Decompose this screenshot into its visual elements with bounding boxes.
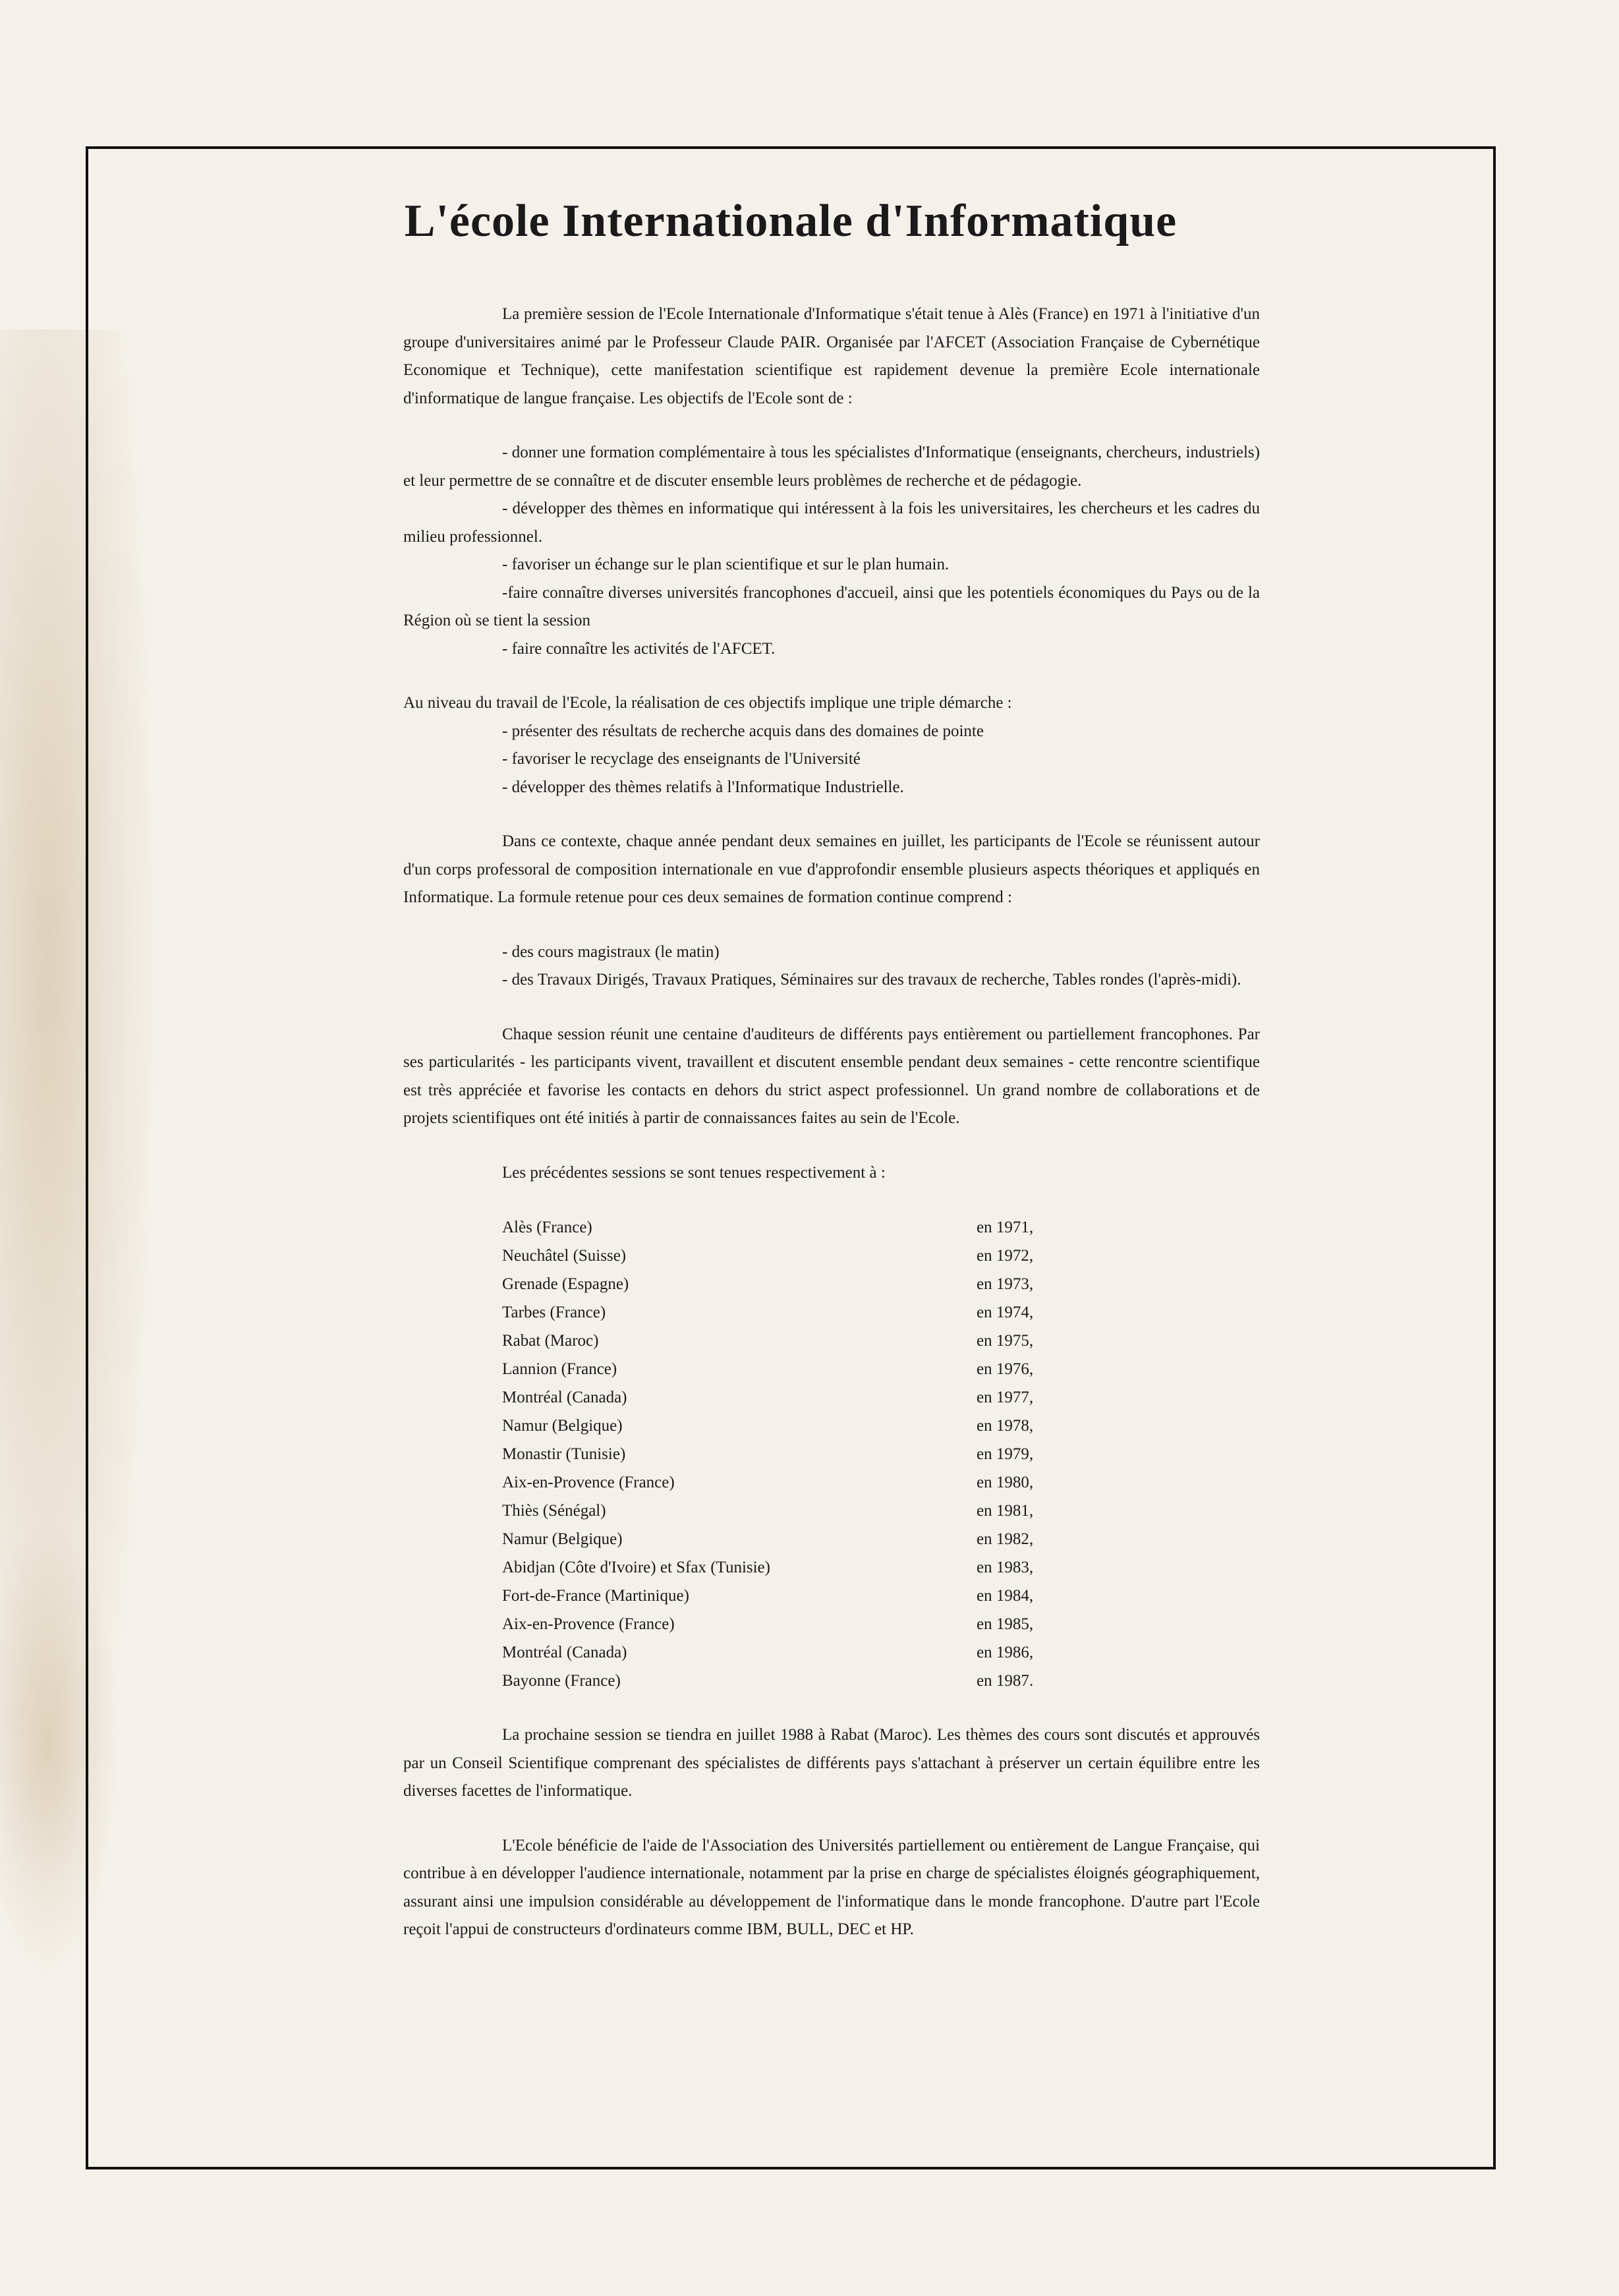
formula-item: - des Travaux Dirigés, Travaux Pratiques, Séminaires sur des travaux de recherche, Tables rondes (l'après-midi). — [502, 971, 1241, 989]
list-item — [403, 1355, 1260, 1383]
list-item — [403, 1553, 1260, 1582]
list-item — [403, 1242, 1260, 1270]
spacer — [403, 413, 1260, 439]
session-place: Abidjan (Côte d'Ivoire) et Sfax (Tunisie) — [502, 1559, 770, 1576]
list-item — [403, 1327, 1260, 1355]
sessions-intro: Les précédentes sessions se sont tenues respectivement à : — [502, 1163, 886, 1182]
support-paragraph: L'Ecole bénéficie de l'aide de l'Association des Universités partiellement ou entièrement de Langue Française, qui contribue à en développer l'audience internationale, notamment par la prise en charge de spécialistes éloignés géographiquement, assurant ainsi une impulsion considérable au développement de l'informatique dans le monde francophone. D'autre part l'Ecole reçoit l'appui de constructeurs d'ordinateurs comme IBM, BULL, DEC et HP. — [403, 1836, 1260, 1938]
session-place: Montréal (Canada) — [502, 1389, 627, 1406]
session-place: Aix-en-Provence (France) — [502, 1615, 675, 1633]
session-place: Rabat (Maroc) — [502, 1332, 599, 1350]
objective-item: - faire connaître les activités de l'AFCET. — [502, 639, 776, 658]
session-place: Fort-de-France (Martinique) — [502, 1587, 689, 1605]
session-year: en 1977, — [977, 1389, 1034, 1406]
session-year: en 1980, — [977, 1474, 1034, 1491]
list-item — [403, 1497, 1260, 1525]
approach-intro: Au niveau du travail de l'Ecole, la réalisation de ces objectifs implique une triple démarche : — [403, 694, 1012, 712]
session-year: en 1984, — [977, 1587, 1034, 1605]
document-frame — [86, 146, 1496, 2169]
session-year: en 1972, — [977, 1247, 1034, 1265]
session-year: en 1971, — [977, 1219, 1034, 1236]
list-item — [403, 1298, 1260, 1327]
session-place: Thiès (Sénégal) — [502, 1502, 606, 1520]
objective-item: - donner une formation complémentaire à tous les spécialistes d'Informatique (enseignants, chercheurs, industriels) et leur permettre de se connaître et de discuter ensemble leurs problèmes de recherche et de pédagogie. — [403, 444, 1260, 490]
session-place: Alès (France) — [502, 1219, 592, 1236]
session-year: en 1975, — [977, 1332, 1034, 1350]
spacer — [403, 1187, 1260, 1213]
objective-item: -faire connaître diverses universités francophones d'accueil, ainsi que les potentiels économiques du Pays ou de la Région où se tient la session — [403, 583, 1260, 629]
session-year: en 1982, — [977, 1530, 1034, 1548]
document-body — [403, 301, 1260, 1944]
session-place: Bayonne (France) — [502, 1672, 621, 1690]
session-year: en 1976, — [977, 1360, 1034, 1378]
audience-paragraph: Chaque session réunit une centaine d'auditeurs de différents pays entièrement ou partiellement francophones. Par ses particularités - les participants vivent, travaillent et discutent ensemble pendant deux semaines - cette rencontre scientifique est très appréciée et favorise les contacts en dehors du strict aspect professionnel. Un grand nombre de collaborations et de projets scientifiques ont été initiés à partir de connaissances faites au sein de l'Ecole. — [403, 1025, 1260, 1127]
list-item — [403, 1270, 1260, 1298]
objective-item: - développer des thèmes en informatique qui intéressent à la fois les universitaires, les chercheurs et les cadres du milieu professionnel. — [403, 500, 1260, 546]
list-item — [403, 1667, 1260, 1695]
list-item — [403, 1440, 1260, 1468]
list-item — [403, 1213, 1260, 1242]
spacer — [403, 994, 1260, 1021]
session-place: Lannion (France) — [502, 1360, 617, 1378]
session-year: en 1987. — [977, 1672, 1034, 1690]
session-year: en 1973, — [977, 1275, 1034, 1293]
session-place: Montréal (Canada) — [502, 1644, 627, 1661]
list-item — [403, 1582, 1260, 1610]
list-item — [403, 1412, 1260, 1440]
list-item — [403, 1610, 1260, 1638]
spacer — [403, 1695, 1260, 1721]
spacer — [403, 663, 1260, 689]
spacer — [403, 1133, 1260, 1159]
approach-item: - favoriser le recyclage des enseignants de l'Université — [502, 750, 861, 768]
list-item — [403, 1525, 1260, 1553]
list-item — [403, 1383, 1260, 1412]
spacer — [403, 1806, 1260, 1832]
objective-item: - favoriser un échange sur le plan scientifique et sur le plan humain. — [502, 556, 950, 573]
session-year: en 1981, — [977, 1502, 1034, 1520]
session-year: en 1974, — [977, 1304, 1034, 1321]
list-item — [403, 1468, 1260, 1497]
session-year: en 1979, — [977, 1445, 1034, 1463]
context-paragraph: Dans ce contexte, chaque année pendant deux semaines en juillet, les participants de l'Ecole se réunissent autour d'un corps professoral de composition internationale en vue d'approfondir ensemble plusieurs aspects théoriques et appliqués en Informatique. La formule retenue pour ces deux semaines de formation continue comprend : — [403, 832, 1260, 906]
session-place: Tarbes (France) — [502, 1304, 606, 1321]
session-place: Namur (Belgique) — [502, 1417, 623, 1435]
next-session-paragraph: La prochaine session se tiendra en juillet 1988 à Rabat (Maroc). Les thèmes des cours sont discutés et approuvés par un Conseil Scientifique comprenant des spécialistes de différents pays s'attachant à préserver un certain équilibre entre les diverses facettes de l'informatique. — [403, 1726, 1260, 1800]
sessions-list — [403, 1213, 1260, 1695]
session-year: en 1978, — [977, 1417, 1034, 1435]
session-place: Monastir (Tunisie) — [502, 1445, 626, 1463]
session-place: Aix-en-Provence (France) — [502, 1474, 675, 1491]
intro-paragraph: La première session de l'Ecole Internationale d'Informatique s'était tenue à Alès (France) en 1971 à l'initiative d'un groupe d'universitaires animé par le Professeur Claude PAIR. Organisée par l'AFCET (Association Française de Cybernétique Economique et Technique), cette manifestation scientifique est rapidement devenue la première Ecole internationale d'informatique de langue française. Les objectifs de l'Ecole sont de : — [403, 305, 1260, 407]
spacer — [403, 801, 1260, 828]
session-year: en 1985, — [977, 1615, 1034, 1633]
spacer — [403, 912, 1260, 938]
session-year: en 1983, — [977, 1559, 1034, 1576]
session-year: en 1986, — [977, 1644, 1034, 1661]
list-item — [403, 1638, 1260, 1667]
page-title: L'école Internationale d'Informatique — [404, 196, 1178, 246]
session-place: Namur (Belgique) — [502, 1530, 623, 1548]
approach-item: - présenter des résultats de recherche acquis dans des domaines de pointe — [502, 722, 984, 740]
formula-item: - des cours magistraux (le matin) — [502, 942, 720, 961]
session-place: Grenade (Espagne) — [502, 1275, 629, 1293]
session-place: Neuchâtel (Suisse) — [502, 1247, 627, 1265]
approach-item: - développer des thèmes relatifs à l'Informatique Industrielle. — [502, 778, 904, 796]
